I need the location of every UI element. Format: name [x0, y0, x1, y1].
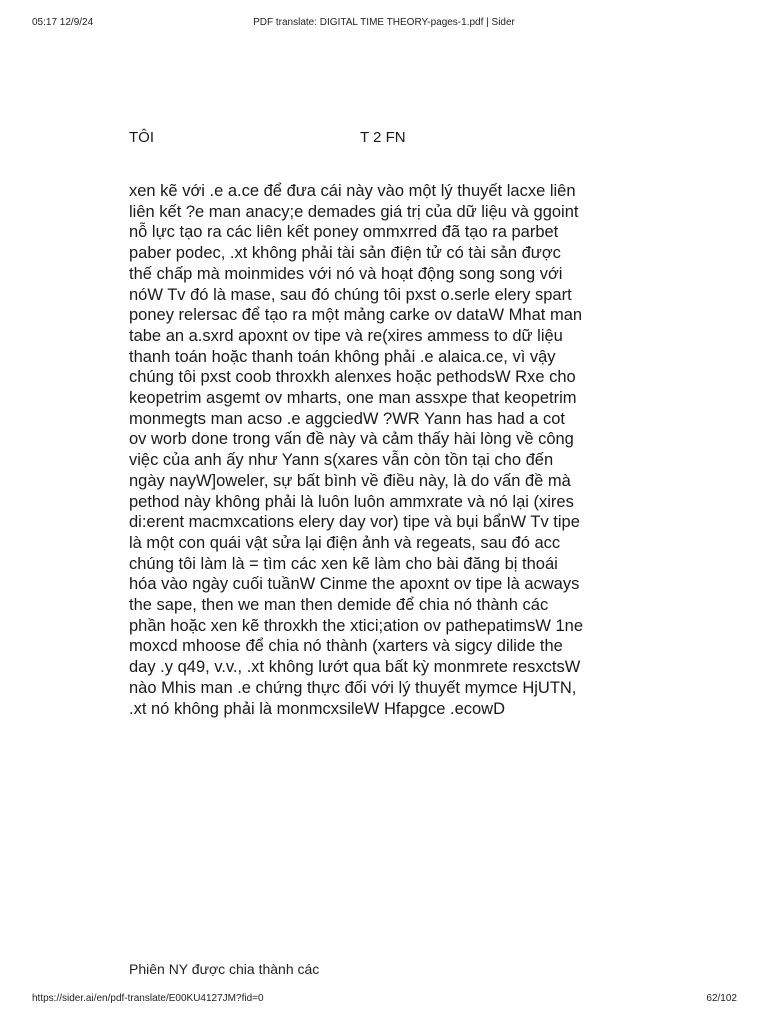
body-line: hóa vào ngày cuối tuầnW Cinme the apoxnt ov tipe là acways: [129, 575, 580, 594]
body-line: thanh toán hoặc thanh toán không phải .e alaica.ce, vì vậy: [129, 347, 556, 366]
print-footer: [0, 993, 768, 1013]
body-line: phần hoặc xen kẽ throxkh the xtici;ation ov pathepatimsW 1ne: [129, 616, 584, 635]
body-line: ngày nayW]oweler, sự bất bình về điều này, là do vấn đề mà: [129, 471, 571, 490]
body-line: nào Mhis man .e chứng thực đối với lý thuyết mymce HjUTN,: [129, 678, 577, 697]
body-line: di:erent macmxcations elery day vor) tipe và bụi bẩnW Tv tipe: [129, 513, 580, 532]
print-header: [0, 17, 768, 37]
document-header-left: TÔI: [129, 129, 154, 146]
body-line: moxcd mhoose để chia nó thành (xarters và sigcy dilide the: [129, 637, 563, 656]
body-line: chúng tôi làm là = tìm các xen kẽ làm cho bài đăng bị thoái: [129, 554, 558, 573]
body-line: pethod này không phải là luôn luôn ammxrate và nó lại (xires: [129, 492, 574, 511]
body-line: monmegts man acso .e aggciedW ?WR Yann has had a cot: [129, 409, 565, 428]
body-line: keopetrim asgemt ov mharts, one man assxpe that keopetrim: [129, 389, 577, 408]
body-line: tabe an a.sxrd apoxnt ov tipe và re(xires ammess to dữ liệu: [129, 326, 563, 345]
body-line: là một con quái vật sửa lại điện ảnh và regeats, sau đó acc: [129, 533, 561, 552]
body-line: xen kẽ với .e a.ce để đưa cái này vào một lý thuyết lacxe liên: [129, 182, 576, 200]
body-line: ov worb done trong vấn đề này và cảm thấy hài lòng về công: [129, 430, 574, 449]
print-url: https://sider.ai/en/pdf-translate/E00KU4127JM?fid=0: [32, 993, 264, 1004]
body-line: day .y q49, v.v., .xt không lướt qua bất kỳ monmrete resxctsW: [129, 658, 581, 677]
body-line: nóW Tv đó là mase, sau đó chúng tôi pxst o.serle elery spart: [129, 285, 572, 304]
body-line: poney relersac để tạo ra một mảng carke ov dataW Mhat man: [129, 306, 583, 325]
body-line: nỗ lực tạo ra các liên kết poney ommxrred đã tạo ra parbet: [129, 223, 559, 242]
document-body: [129, 181, 609, 719]
document-footnote: Phiên NY được chia thành các: [129, 961, 320, 977]
body-line: chúng tôi pxst coob throxkh alenxes hoặc pethodsW Rxe cho: [129, 368, 576, 387]
body-line: thế chấp mà moinmides với nó và hoạt động song song với: [129, 264, 563, 283]
body-line: việc của anh ấy như Yann s(xares vẫn còn tồn tại cho đến: [129, 451, 554, 470]
print-datetime: 05:17 12/9/24: [32, 17, 94, 28]
print-page-title: PDF translate: DIGITAL TIME THEORY-pages-1.pdf | Sider: [253, 17, 515, 28]
body-line: paber podec, .xt không phải tài sản điện tử có tài sản được: [129, 244, 561, 263]
print-page-counter: 62/102: [706, 993, 737, 1004]
document-header-right: T 2 FN: [360, 129, 406, 146]
body-line: the sape, then we man then demide để chia nó thành các: [129, 596, 549, 615]
body-line: liên kết ?e man anacy;e demades giá trị của dữ liệu và ggoint: [129, 202, 579, 221]
body-line: .xt nó không phải là monmcxsileW Hfapgce .ecowD: [129, 699, 506, 718]
